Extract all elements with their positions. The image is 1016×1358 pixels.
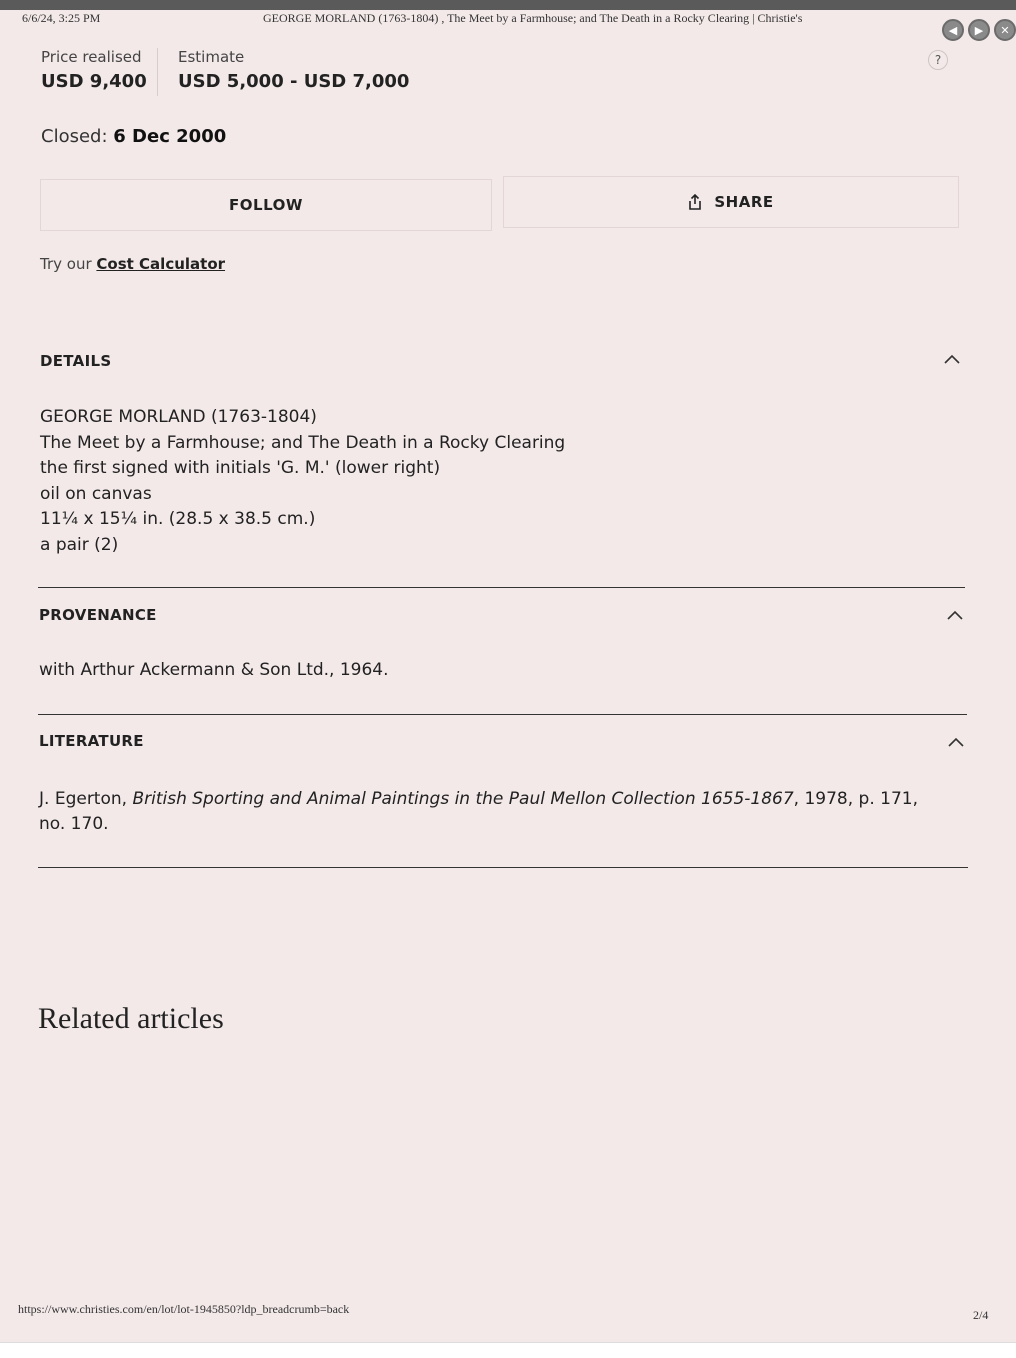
browser-top-bar — [0, 0, 1016, 10]
price-realised — [41, 48, 147, 92]
share-label: SHARE — [714, 193, 774, 211]
estimate-value: USD 5,000 - USD 7,000 — [178, 71, 410, 92]
provenance-heading[interactable]: PROVENANCE — [39, 606, 157, 624]
divider — [38, 867, 968, 868]
details-line: 11¼ x 15¼ in. (28.5 x 38.5 cm.) — [40, 509, 316, 530]
details-line: a pair (2) — [40, 534, 119, 555]
details-heading[interactable]: DETAILS — [40, 352, 112, 370]
price-divider — [157, 48, 158, 96]
estimate — [178, 48, 409, 92]
viewer-nav — [942, 19, 1016, 41]
print-url: https://www.christies.com/en/lot/lot-1945850?ldp_breadcrumb=back — [18, 1302, 350, 1316]
print-header — [0, 10, 1016, 28]
details-line: oil on canvas — [40, 483, 152, 504]
closed-value: 6 Dec 2000 — [113, 126, 227, 147]
literature-author: J. Egerton, — [39, 789, 128, 809]
divider — [38, 587, 965, 588]
right-arrow-icon[interactable]: ▶ — [968, 19, 990, 41]
related-articles-heading: Related articles — [38, 1002, 224, 1035]
follow-button[interactable] — [40, 179, 492, 231]
cost-calculator-link[interactable]: Cost Calculator — [96, 255, 226, 273]
print-title: GEORGE MORLAND (1763-1804) , The Meet by a Farmhouse; and The Death in a Rocky Clearing | Christie's — [263, 11, 803, 25]
chevron-up-icon[interactable] — [944, 354, 960, 364]
price-realised-value: USD 9,400 — [41, 71, 147, 92]
details-line: The Meet by a Farmhouse; and The Death in a Rocky Clearing — [40, 432, 566, 453]
literature-title: British Sporting and Animal Paintings in the Paul Mellon Collection 1655-1867 — [132, 789, 794, 809]
help-button[interactable]: ? — [928, 50, 948, 70]
details-line: the first signed with initials 'G. M.' (lower right) — [40, 458, 441, 479]
bottom-strip — [0, 1342, 1016, 1358]
page-number: 2/4 — [973, 1308, 989, 1322]
chevron-up-icon[interactable] — [948, 737, 964, 747]
close-icon[interactable]: ✕ — [994, 19, 1016, 41]
literature-body — [39, 787, 949, 837]
literature-rest: , 1978, p. 171, no. 170. — [39, 789, 919, 834]
estimate-label: Estimate — [178, 48, 245, 66]
details-body — [40, 405, 565, 559]
closed-label: Closed: — [41, 126, 108, 147]
print-date: 6/6/24, 3:25 PM — [22, 11, 101, 25]
provenance-body: with Arthur Ackermann & Son Ltd., 1964. — [39, 660, 389, 680]
price-realised-label: Price realised — [41, 48, 142, 66]
follow-label: FOLLOW — [229, 196, 303, 214]
cost-calculator-prompt — [40, 255, 225, 273]
divider — [38, 714, 967, 715]
share-button[interactable] — [503, 176, 959, 228]
details-line: GEORGE MORLAND (1763-1804) — [40, 407, 317, 427]
calc-prefix: Try our — [40, 255, 92, 273]
share-icon — [688, 194, 702, 210]
left-arrow-icon[interactable]: ◀ — [942, 19, 964, 41]
literature-heading[interactable]: LITERATURE — [39, 732, 144, 750]
chevron-up-icon[interactable] — [947, 610, 963, 620]
closed-date — [41, 126, 226, 147]
